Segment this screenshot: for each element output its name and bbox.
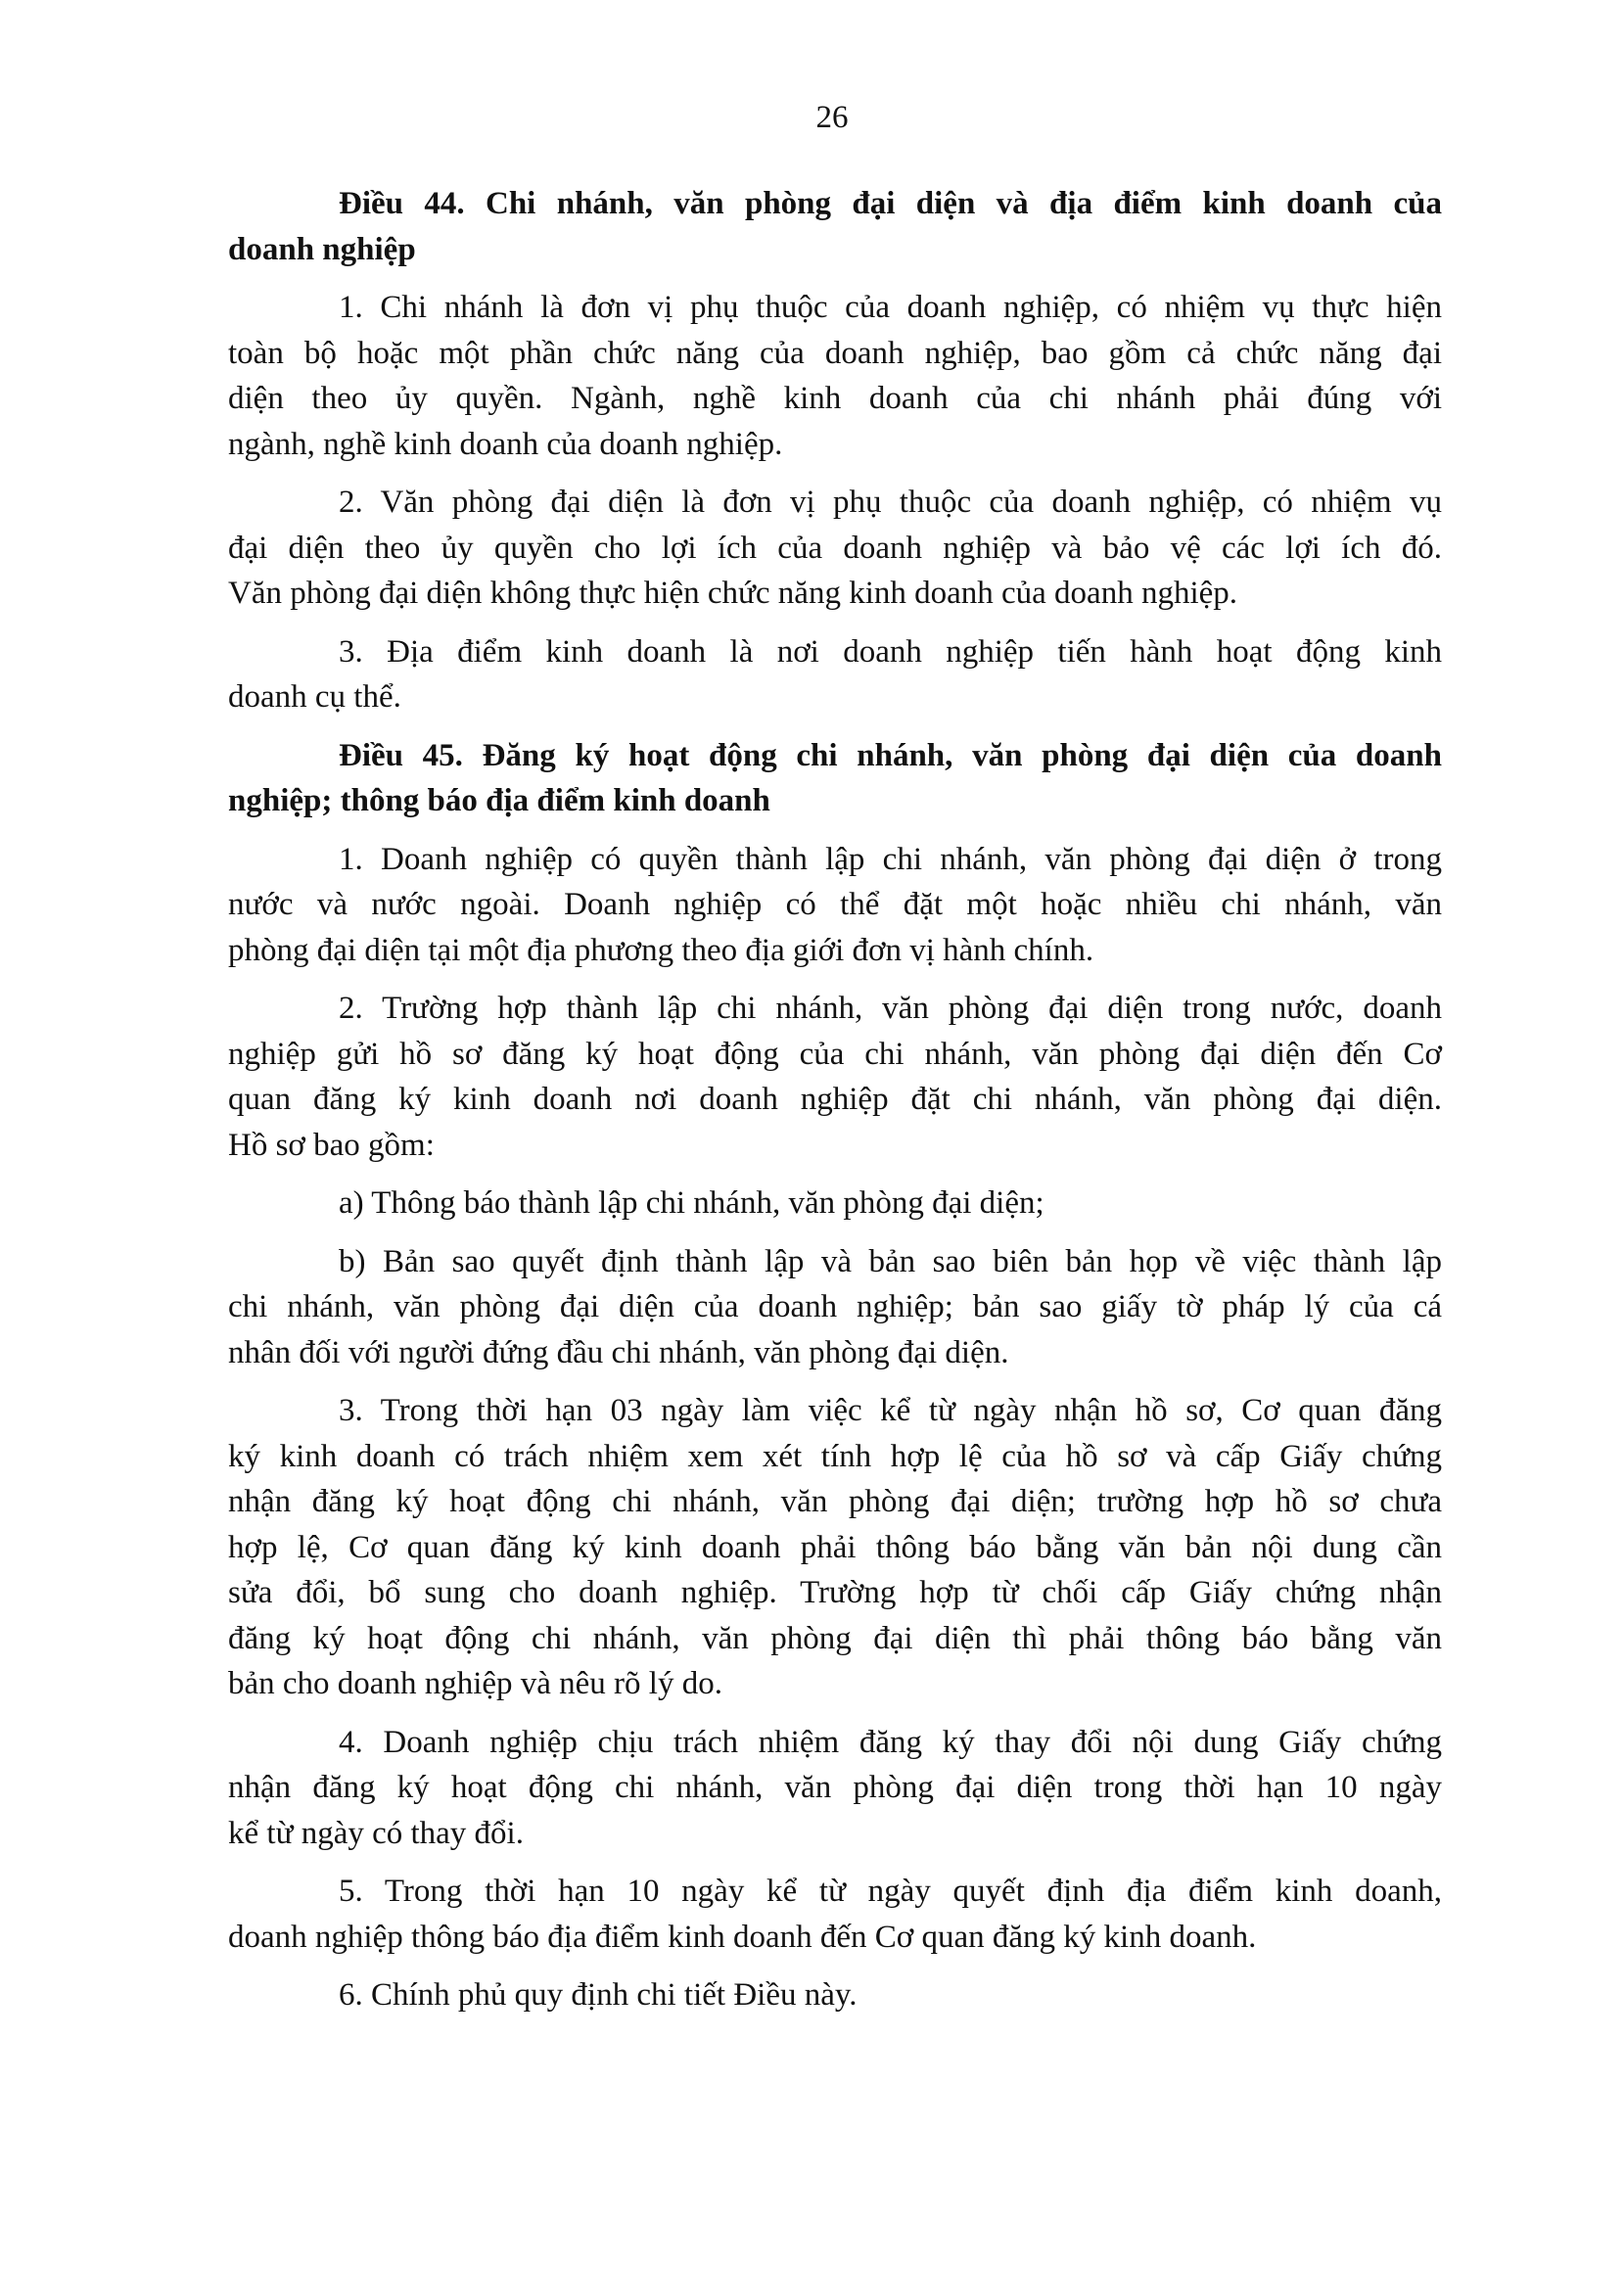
paragraph: [228, 1239, 1442, 1376]
text-line: 3. Địa điểm kinh doanh là nơi doanh nghiệp tiến hành hoạt động kinh: [339, 633, 1442, 670]
text-line: nhân đối với người đứng đầu chi nhánh, văn phòng đại diện.: [228, 1334, 1009, 1370]
text-line: b) Bản sao quyết định thành lập và bản sao biên bản họp về việc thành lập: [339, 1243, 1442, 1279]
text-line: kể từ ngày có thay đổi.: [228, 1815, 524, 1851]
page-number: 26: [815, 100, 849, 135]
paragraph: [228, 1181, 1442, 1227]
text-line: bản cho doanh nghiệp và nêu rõ lý do.: [228, 1666, 722, 1701]
text-line: doanh nghiệp thông báo địa điểm kinh doanh đến Cơ quan đăng ký kinh doanh.: [228, 1919, 1257, 1955]
text-line: 4. Doanh nghiệp chịu trách nhiệm đăng ký thay đổi nội dung Giấy chứng: [339, 1724, 1442, 1760]
text-line: 2. Trường hợp thành lập chi nhánh, văn phòng đại diện trong nước, doanh: [339, 991, 1442, 1026]
paragraph: [228, 986, 1442, 1168]
text-line: nước và nước ngoài. Doanh nghiệp có thể đặt một hoặc nhiều chi nhánh, văn: [228, 887, 1442, 922]
text-line: nhận đăng ký hoạt động chi nhánh, văn phòng đại diện trong thời hạn 10 ngày: [228, 1770, 1442, 1805]
paragraph: [228, 629, 1442, 720]
text-line: 1. Doanh nghiệp có quyền thành lập chi nhánh, văn phòng đại diện ở trong: [339, 841, 1442, 877]
text-line: Hồ sơ bao gồm:: [228, 1127, 435, 1163]
text-line: a) Thông báo thành lập chi nhánh, văn phòng đại diện;: [339, 1185, 1044, 1221]
text-line: 3. Trong thời hạn 03 ngày làm việc kể từ ngày nhận hồ sơ, Cơ quan đăng: [339, 1393, 1442, 1428]
text-line: Văn phòng đại diện không thực hiện chức năng kinh doanh của doanh nghiệp.: [228, 576, 1238, 611]
text-line: 2. Văn phòng đại diện là đơn vị phụ thuộc của doanh nghiệp, có nhiệm vụ: [339, 485, 1442, 520]
text-line: toàn bộ hoặc một phần chức năng của doanh nghiệp, bao gồm cả chức năng đại: [228, 335, 1442, 371]
paragraph: [228, 837, 1442, 974]
text-line: hợp lệ, Cơ quan đăng ký kinh doanh phải thông báo bằng văn bản nội dung cần: [228, 1529, 1442, 1565]
text-line: nghiệp; thông báo địa điểm kinh doanh: [228, 783, 770, 818]
paragraph: [228, 1869, 1442, 1960]
text-line: sửa đổi, bổ sung cho doanh nghiệp. Trường hợp từ chối cấp Giấy chứng nhận: [228, 1575, 1442, 1610]
text-line: quan đăng ký kinh doanh nơi doanh nghiệp đặt chi nhánh, văn phòng đại diện.: [228, 1082, 1442, 1117]
article-heading: [228, 733, 1442, 824]
text-line: diện theo ủy quyền. Ngành, nghề kinh doanh của chi nhánh phải đúng với: [228, 381, 1442, 416]
article-heading: [228, 181, 1442, 272]
text-line: Điều 45. Đăng ký hoạt động chi nhánh, văn phòng đại diện của doanh: [339, 737, 1442, 773]
text-line: ký kinh doanh có trách nhiệm xem xét tính hợp lệ của hồ sơ và cấp Giấy chứng: [228, 1438, 1442, 1474]
text-line: chi nhánh, văn phòng đại diện của doanh nghiệp; bản sao giấy tờ pháp lý của cá: [228, 1289, 1442, 1324]
text-line: doanh nghiệp: [228, 231, 416, 267]
document-body: [228, 181, 1442, 2031]
text-line: nghiệp gửi hồ sơ đăng ký hoạt động của chi nhánh, văn phòng đại diện đến Cơ: [228, 1036, 1442, 1072]
paragraph: [228, 1972, 1442, 2018]
text-line: nhận đăng ký hoạt động chi nhánh, văn phòng đại diện; trường hợp hồ sơ chưa: [228, 1484, 1442, 1519]
text-line: 1. Chi nhánh là đơn vị phụ thuộc của doanh nghiệp, có nhiệm vụ thực hiện: [339, 290, 1442, 325]
text-line: đại diện theo ủy quyền cho lợi ích của doanh nghiệp và bảo vệ các lợi ích đó.: [228, 530, 1442, 566]
paragraph: [228, 1388, 1442, 1707]
text-line: phòng đại diện tại một địa phương theo địa giới đơn vị hành chính.: [228, 932, 1094, 968]
text-line: đăng ký hoạt động chi nhánh, văn phòng đại diện thì phải thông báo bằng văn: [228, 1620, 1442, 1656]
text-line: Điều 44. Chi nhánh, văn phòng đại diện và địa điểm kinh doanh của: [339, 186, 1442, 221]
paragraph: [228, 285, 1442, 467]
text-line: ngành, nghề kinh doanh của doanh nghiệp.: [228, 426, 783, 462]
paragraph: [228, 480, 1442, 617]
paragraph: [228, 1720, 1442, 1857]
text-line: doanh cụ thể.: [228, 679, 401, 715]
text-line: 6. Chính phủ quy định chi tiết Điều này.: [339, 1977, 858, 2013]
text-line: 5. Trong thời hạn 10 ngày kể từ ngày quyết định địa điểm kinh doanh,: [339, 1874, 1442, 1909]
